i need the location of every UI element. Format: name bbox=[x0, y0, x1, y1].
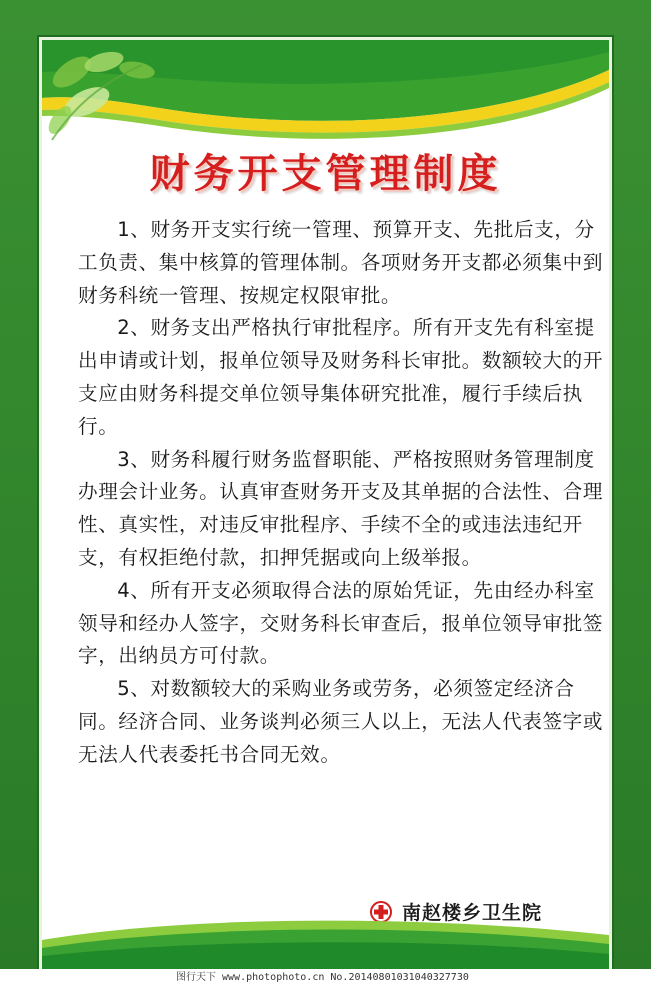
watermark-bar: 图行天下 www.photophoto.cn No.20140801031040327730 bbox=[0, 969, 651, 987]
regulation-item-5: 5、对数额较大的采购业务或劳务，必须签定经济合同。经济合同、业务谈判必须三人以上，无法人代表签字或无法人代表委托书合同无效。 bbox=[78, 677, 604, 766]
bottom-green-wave bbox=[42, 910, 609, 970]
regulation-item-3: 3、财务科履行财务监督职能、严格按照财务管理制度办理会计业务。认真审查财务开支及其单据的合法性、合理性、真实性，对违反审批程序、手续不全的或违法违纪开支，有权拒绝付款，扣押凭据或向上级举报。 bbox=[78, 447, 604, 569]
board-panel bbox=[42, 40, 609, 970]
organization-name: 南赵楼乡卫生院 bbox=[402, 902, 543, 924]
regulation-item-2: 2、财务支出严格执行审批程序。所有开支先有科室提出申请或计划，报单位领导及财务科长审批。数额较大的开支应由财务科提交单位领导集体研究批准，履行手续后执行。 bbox=[78, 316, 604, 438]
leaf-decoration-icon bbox=[42, 40, 162, 150]
regulation-item-1: 1、财务开支实行统一管理、预算开支、先批后支，分工负责、集中核算的管理体制。各项财务开支都必须集中到财务科统一管理、按规定权限审批。 bbox=[78, 218, 604, 307]
regulation-item-4: 4、所有开支必须取得合法的原始凭证，先由经办科室领导和经办人签字，交财务科长审查后，报单位领导审批签字，出纳员方可付款。 bbox=[78, 578, 604, 668]
regulation-text bbox=[78, 214, 608, 772]
page-title: 财务开支管理制度 bbox=[149, 150, 502, 197]
